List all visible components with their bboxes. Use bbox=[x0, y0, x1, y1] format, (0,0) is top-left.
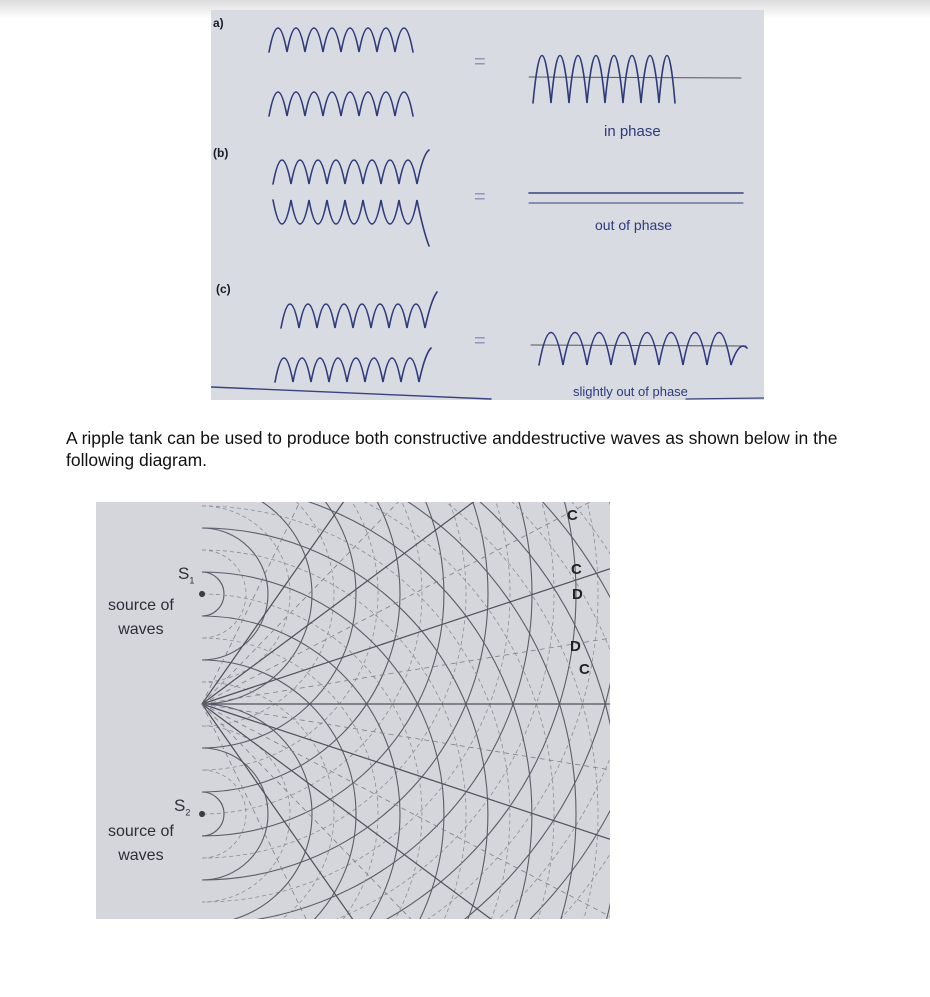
edge-label-d2: D bbox=[570, 638, 581, 655]
wavefront-s1-14 bbox=[202, 502, 510, 902]
ripple-tank-figure bbox=[96, 502, 610, 919]
edge-label-d1: D bbox=[572, 586, 583, 603]
nodal-line bbox=[202, 704, 610, 787]
equals-sign-c: = bbox=[474, 330, 486, 352]
source2-point bbox=[199, 811, 205, 817]
part-c-label: (c) bbox=[216, 282, 231, 296]
nodal-line bbox=[202, 621, 610, 704]
wavefront-s2-13 bbox=[202, 528, 488, 919]
source2-label: $S_2$ bbox=[174, 796, 191, 818]
source2-caption-line1: source of bbox=[108, 823, 174, 840]
antinodal-line bbox=[202, 704, 500, 919]
nodal-line bbox=[202, 704, 429, 919]
wave-b1 bbox=[273, 150, 429, 184]
antinodal-line bbox=[202, 704, 610, 919]
wavefront-s2-14 bbox=[202, 506, 510, 919]
wavefront-s2-5 bbox=[202, 704, 312, 919]
wave-c2 bbox=[275, 348, 431, 382]
wavefront-s2-6 bbox=[202, 682, 334, 919]
wave-c1 bbox=[281, 292, 437, 328]
bottom-page-line bbox=[211, 387, 491, 399]
source1-caption bbox=[108, 594, 174, 642]
source1-caption-line1: source of bbox=[108, 597, 174, 614]
caption-slightly-out-of-phase: slightly out of phase bbox=[573, 384, 688, 399]
wave-b2 bbox=[273, 200, 429, 246]
edge-label-c2: C bbox=[571, 561, 582, 578]
wavefront-s1-11 bbox=[202, 502, 444, 836]
source1-point bbox=[199, 591, 205, 597]
edge-label-c3: C bbox=[579, 661, 590, 678]
caption-out-of-phase: out of phase bbox=[595, 217, 673, 233]
wavefront-s2-16 bbox=[202, 502, 554, 919]
phase-waves-drawing bbox=[211, 10, 764, 400]
axis-c bbox=[531, 345, 746, 346]
source2-caption-line2: waves bbox=[118, 847, 164, 864]
wavefront-s1-4 bbox=[202, 506, 290, 682]
source1-caption-line2: waves bbox=[118, 621, 164, 638]
body-paragraph: A ripple tank can be used to produce both constructive anddestructive waves as shown below in the following diagram. bbox=[66, 428, 838, 470]
equals-sign-a: = bbox=[474, 51, 486, 73]
source2-caption bbox=[108, 820, 174, 868]
equals-sign-b: = bbox=[474, 186, 486, 208]
wavefront-s2-7 bbox=[202, 660, 356, 919]
nodal-line bbox=[202, 704, 610, 919]
wave-a-result bbox=[533, 56, 675, 104]
phase-figure bbox=[211, 10, 764, 400]
caption-in-phase: in phase bbox=[604, 123, 661, 140]
wave-a1 bbox=[269, 28, 413, 52]
edge-label-c1: C bbox=[567, 507, 578, 524]
wavefront-s2-4 bbox=[202, 726, 290, 902]
bottom-line-right bbox=[686, 398, 764, 399]
part-b-label: (b) bbox=[213, 146, 229, 160]
wavefront-s1-5 bbox=[202, 502, 312, 704]
wave-c-result bbox=[539, 333, 747, 366]
nodal-line bbox=[202, 704, 564, 919]
wave-a2 bbox=[269, 92, 413, 116]
wavefront-s1-15 bbox=[202, 502, 532, 919]
wavefront-s2-15 bbox=[202, 502, 532, 919]
axis-a bbox=[529, 77, 741, 78]
source1-label: $S_1$ bbox=[178, 564, 195, 586]
part-a-label: a) bbox=[213, 16, 224, 30]
wavefront-s1-16 bbox=[202, 502, 554, 919]
